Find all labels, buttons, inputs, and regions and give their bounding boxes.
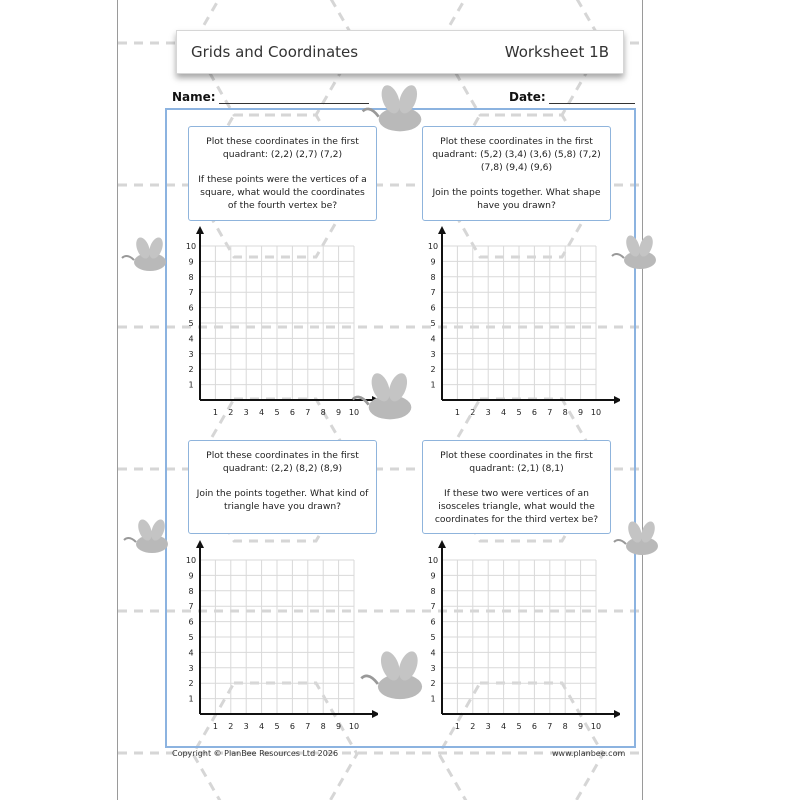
y-tick-label: 4 [430, 334, 436, 344]
y-tick-label: 1 [430, 694, 436, 704]
y-tick-label: 6 [188, 617, 194, 627]
x-tick-label: 8 [320, 408, 326, 417]
date-field[interactable] [509, 90, 635, 104]
x-tick-label: 2 [228, 722, 234, 731]
y-tick-label: 1 [188, 694, 194, 704]
bee-illustration [360, 82, 440, 138]
x-tick-label: 7 [305, 408, 311, 417]
bee-illustration [358, 648, 442, 706]
question-1-coordinates: Plot these coordinates in the first quadrant: (2,2) (2,7) (7,2) [206, 136, 359, 160]
x-tick-label: 6 [289, 722, 295, 731]
y-tick-label: 9 [188, 571, 194, 581]
y-tick-label: 7 [430, 288, 436, 298]
bee-illustration [120, 236, 180, 278]
x-tick-label: 6 [289, 408, 295, 417]
bee-illustration [122, 518, 182, 560]
name-field[interactable] [172, 90, 369, 104]
x-tick-label: 1 [454, 408, 460, 417]
x-tick-label: 9 [578, 722, 584, 731]
question-box-1 [188, 126, 377, 221]
x-tick-label: 3 [485, 408, 491, 417]
y-tick-label: 8 [188, 586, 194, 596]
x-tick-label: 7 [305, 722, 311, 731]
bee-illustration [610, 234, 670, 276]
y-tick-label: 5 [188, 633, 194, 642]
y-tick-label: 2 [430, 679, 436, 689]
x-tick-label: 9 [336, 722, 342, 731]
x-tick-label: 5 [274, 722, 280, 731]
y-tick-label: 4 [188, 648, 194, 658]
x-tick-label: 1 [212, 722, 218, 731]
y-tick-label: 8 [430, 586, 436, 596]
y-tick-label: 7 [188, 602, 194, 612]
y-tick-label: 3 [188, 349, 194, 359]
x-tick-label: 2 [470, 722, 476, 731]
y-tick-label: 8 [188, 272, 194, 282]
y-tick-label: 6 [188, 303, 194, 313]
x-tick-label: 9 [578, 408, 584, 417]
x-tick-label: 10 [590, 408, 602, 417]
x-tick-label: 7 [547, 408, 553, 417]
y-tick-label: 3 [430, 663, 436, 673]
x-tick-label: 10 [348, 408, 360, 417]
x-tick-label: 5 [516, 408, 522, 417]
question-3-coordinates: Plot these coordinates in the first quadrant: (2,2) (8,2) (8,9) [206, 450, 359, 474]
question-4-coordinates: Plot these coordinates in the first quadrant: (2,1) (8,1) [440, 450, 593, 474]
y-tick-label: 9 [188, 257, 194, 267]
y-tick-label: 7 [188, 288, 194, 298]
y-tick-label: 4 [430, 648, 436, 658]
y-tick-label: 2 [430, 365, 436, 375]
x-tick-label: 1 [454, 722, 460, 731]
x-tick-label: 8 [320, 722, 326, 731]
question-4-prompt: If these two were vertices of an isosceles triangle, what would the coordinates for the third vertex be? [434, 488, 599, 525]
y-tick-label: 5 [430, 319, 436, 328]
y-tick-label: 9 [430, 571, 436, 581]
question-2-prompt: Join the points together. What shape have you drawn? [432, 187, 601, 211]
bee-illustration [350, 370, 430, 426]
name-label: Name: [172, 90, 216, 104]
y-tick-label: 1 [188, 380, 194, 390]
question-1-prompt: If these points were the vertices of a square, what would the coordinates of the fourth vertex be? [198, 174, 367, 211]
coordinate-grid-1[interactable] [178, 226, 378, 420]
website-link[interactable]: www.planbee.com [552, 749, 626, 758]
y-tick-label: 10 [185, 556, 197, 565]
x-tick-label: 1 [212, 408, 218, 417]
x-tick-label: 4 [259, 722, 265, 731]
x-tick-label: 2 [470, 408, 476, 417]
question-box-2 [422, 126, 611, 221]
coordinate-grid-3[interactable] [178, 540, 378, 734]
coordinate-grid-2[interactable] [420, 226, 620, 420]
x-tick-label: 3 [485, 722, 491, 731]
question-3-prompt: Join the points together. What kind of triangle have you drawn? [196, 488, 369, 512]
y-tick-label: 6 [430, 617, 436, 627]
x-tick-label: 6 [531, 722, 537, 731]
date-line[interactable] [549, 91, 635, 104]
y-tick-label: 1 [430, 380, 436, 390]
x-tick-label: 9 [336, 408, 342, 417]
x-tick-label: 4 [259, 408, 265, 417]
y-tick-label: 2 [188, 679, 194, 689]
y-tick-label: 7 [430, 602, 436, 612]
date-label: Date: [509, 90, 546, 104]
worksheet-number: Worksheet 1B [504, 43, 609, 61]
coordinate-grid-4[interactable] [420, 540, 620, 734]
x-tick-label: 5 [516, 722, 522, 731]
y-tick-label: 3 [188, 663, 194, 673]
y-tick-label: 3 [430, 349, 436, 359]
copyright-notice: Copyright © PlanBee Resources Ltd 2026 [172, 749, 339, 758]
y-tick-label: 10 [427, 556, 439, 565]
question-box-3 [188, 440, 377, 534]
question-box-4 [422, 440, 611, 534]
question-2-coordinates: Plot these coordinates in the first quadrant: (5,2) (3,4) (3,6) (5,8) (7,2) (7,8) (9,4) (9,6) [432, 136, 601, 173]
x-tick-label: 4 [501, 408, 507, 417]
y-tick-label: 6 [430, 303, 436, 313]
x-tick-label: 10 [590, 722, 602, 731]
y-tick-label: 5 [188, 319, 194, 328]
x-tick-label: 3 [243, 722, 249, 731]
y-tick-label: 8 [430, 272, 436, 282]
x-tick-label: 8 [562, 408, 568, 417]
x-tick-label: 6 [531, 408, 537, 417]
name-line[interactable] [219, 91, 369, 104]
bee-illustration [612, 520, 672, 562]
x-tick-label: 3 [243, 408, 249, 417]
y-tick-label: 5 [430, 633, 436, 642]
x-tick-label: 4 [501, 722, 507, 731]
y-tick-label: 10 [185, 242, 197, 251]
page-title: Grids and Coordinates [191, 43, 359, 61]
x-tick-label: 10 [348, 722, 360, 731]
y-tick-label: 4 [188, 334, 194, 344]
title-banner [176, 30, 624, 74]
y-tick-label: 2 [188, 365, 194, 375]
x-tick-label: 5 [274, 408, 280, 417]
x-tick-label: 2 [228, 408, 234, 417]
y-tick-label: 9 [430, 257, 436, 267]
y-tick-label: 10 [427, 242, 439, 251]
x-tick-label: 8 [562, 722, 568, 731]
x-tick-label: 7 [547, 722, 553, 731]
